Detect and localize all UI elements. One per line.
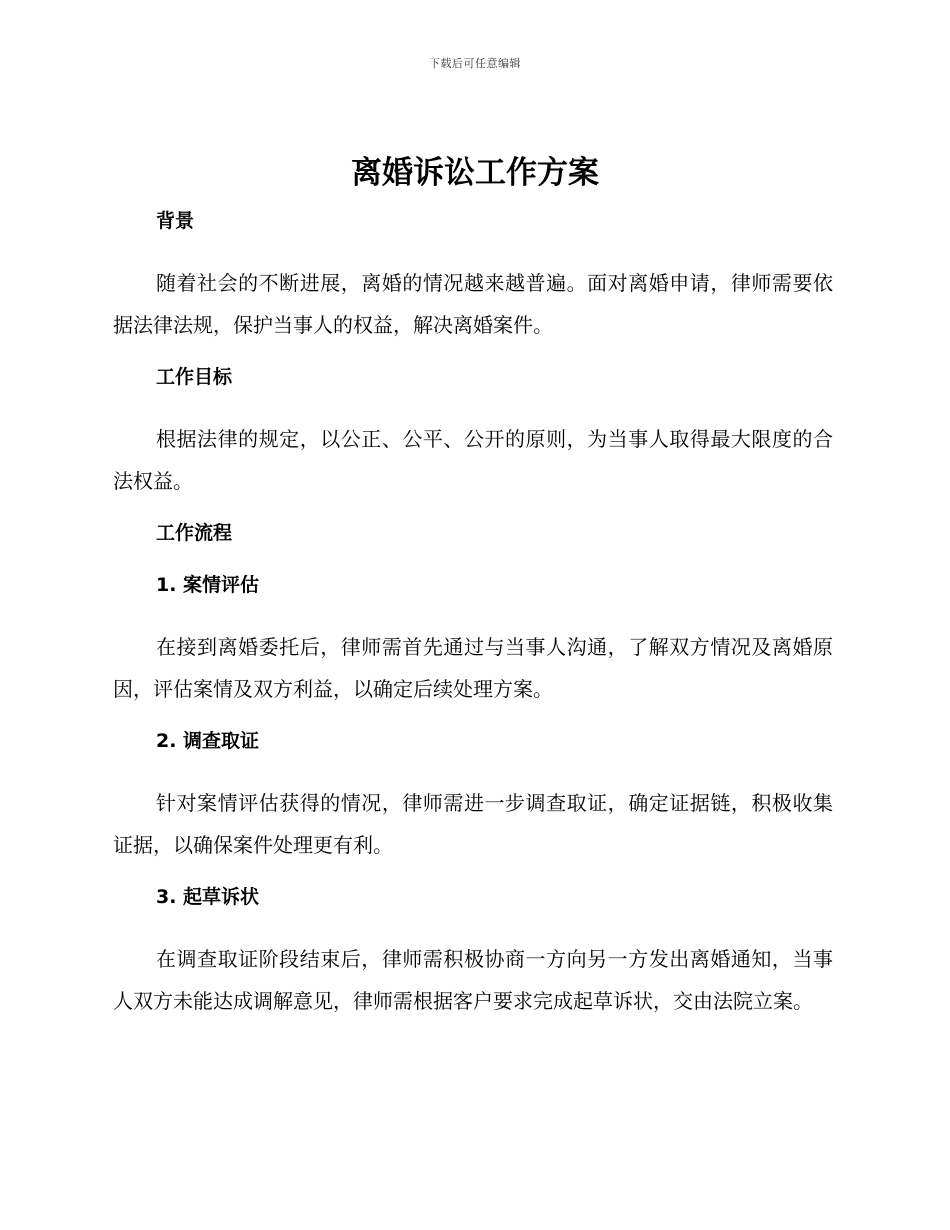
paragraph-goal: 根据法律的规定，以公正、公平、公开的原则，为当事人取得最大限度的合法权益。 [113,427,833,493]
header-note: 下载后可任意编辑 [429,57,521,70]
section-heading-goal: 工作目标 [156,366,233,388]
step-heading-investigation: 2. 调查取证 [156,730,260,752]
paragraph-background: 随着社会的不断进展，离婚的情况越来越普遍。面对离婚申请，律师需要依据法律法规，保护当事人的权益，解决离婚案件。 [113,271,833,337]
paragraph-case-assessment: 在接到离婚委托后，律师需首先通过与当事人沟通，了解双方情况及离婚原因，评估案情及双方利益，以确定后续处理方案。 [113,635,833,701]
step-heading-case-assessment: 1. 案情评估 [156,574,260,596]
section-heading-background: 背景 [156,210,195,232]
step-heading-draft-complaint: 3. 起草诉状 [156,886,260,908]
section-heading-process: 工作流程 [156,522,233,544]
document-title: 离婚诉讼工作方案 [351,155,599,191]
paragraph-draft-complaint: 在调查取证阶段结束后，律师需积极协商一方向另一方发出离婚通知，当事人双方未能达成调解意见，律师需根据客户要求完成起草诉状，交由法院立案。 [113,947,833,1013]
document-body [113,200,833,1022]
paragraph-investigation: 针对案情评估获得的情况，律师需进一步调查取证，确定证据链，积极收集证据，以确保案件处理更有利。 [113,791,833,857]
